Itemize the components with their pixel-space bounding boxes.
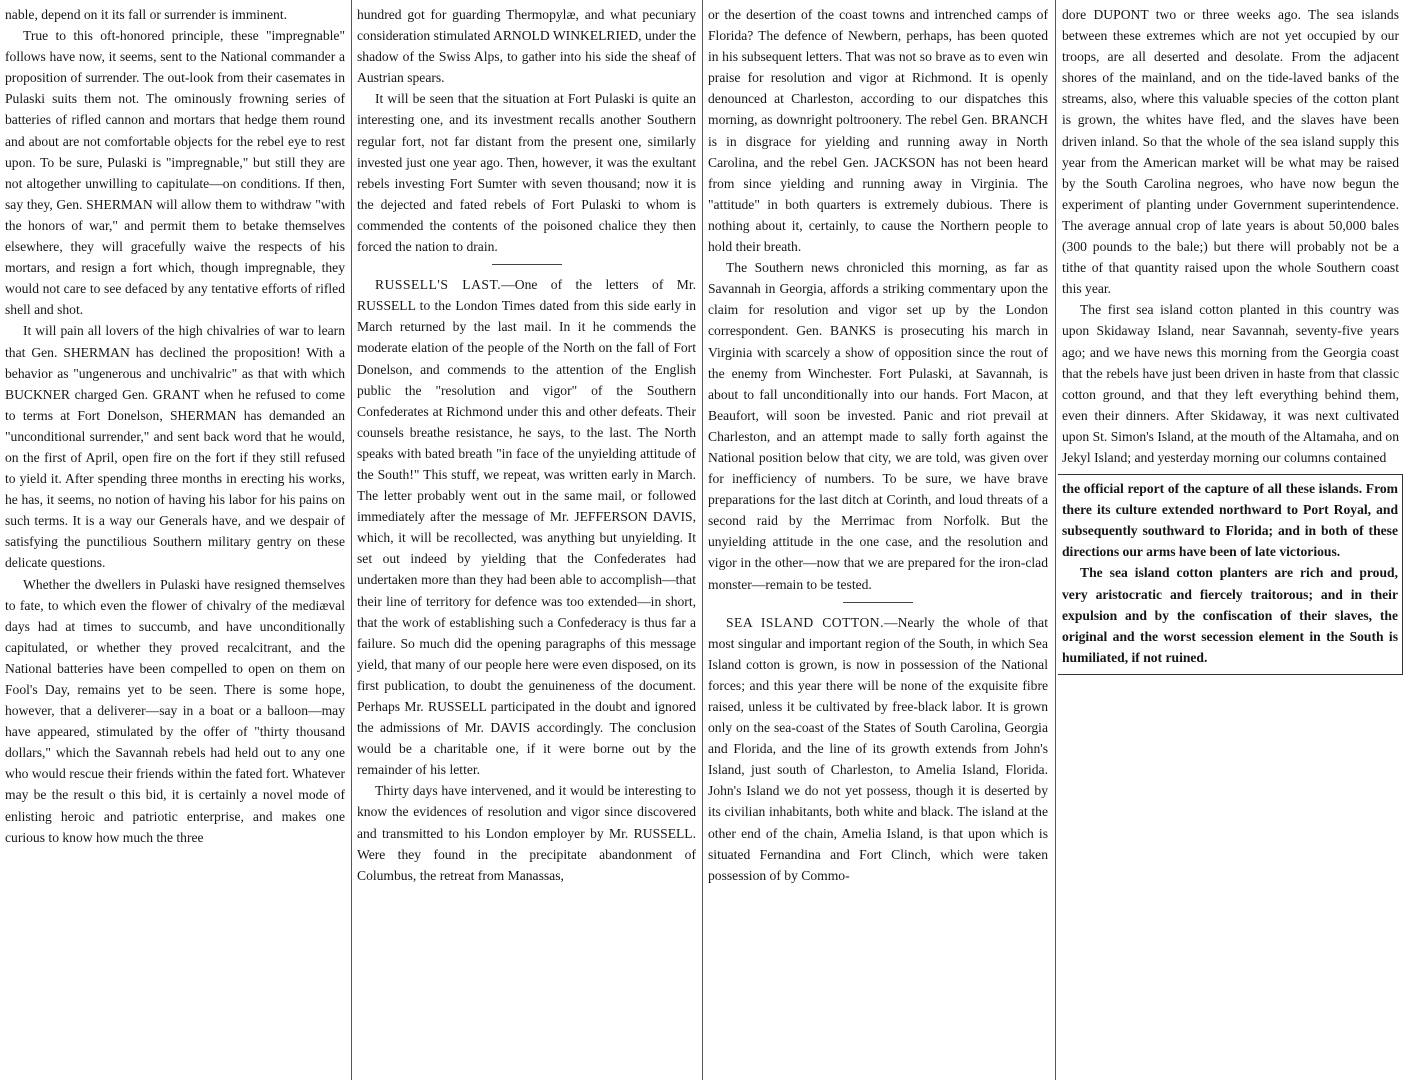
article-heading: RUSSELL'S LAST.	[375, 277, 502, 293]
paragraph: The sea island cotton planters are rich and proud, very aristocratic and fiercely traitorous; and in their expulsion and by the confiscation of their slaves, the original and the worst secession element in the South is humiliated, if not ruined.	[1062, 565, 1398, 665]
paragraph: The first sea island cotton planted in this country was upon Skidaway Island, near Savannah, seventy-five years ago; and we have news this morning from the Georgia coast that the rebels have just been driven in haste from that classic cotton ground, and that they left everything behind them, even their dinners. After Skidaway, it was next cultivated upon St. Simon's Island, at the mouth of the Altamaha, and on Jekyl Island; and yesterday morning our columns contained	[1062, 302, 1399, 465]
article-sea-island-cotton	[708, 612, 1048, 886]
paragraph: nable, depend on it its fall or surrender is imminent.	[5, 7, 288, 22]
column-2	[352, 0, 701, 1080]
article-russells-last	[357, 274, 696, 780]
paragraph: or the desertion of the coast towns and intrenched camps of Florida? The defence of Newbern, perhaps, has been quoted in his subsequent letters. That was not so brave as to even win praise for resolution and vigor at Richmond. It is openly denounced at Charleston, according to our dispatches this morning, as downright poltroonery. The rebel Gen. BRANCH is in disgrace for yielding and running away in North Carolina, and the rebel Gen. JACKSON has not been heard from since yielding and running away in Virginia. The "attitude" in both quarters is extremely dubious. There is nothing about it, certainly, to cause the Northern people to hold their breath.	[708, 7, 1048, 255]
paragraph: the official report of the capture of all these islands. From there its culture extended northward to Port Royal, and subsequently southward to Florida; and in both of these directions our arms have been of late victorious.	[1062, 481, 1398, 560]
paragraph: Thirty days have intervened, and it would be interesting to know the evidences of resolution and vigor since discovered and transmitted to his London employer by Mr. RUSSELL. Were they found in the precipitate abandonment of Columbus, the retreat from Manassas,	[357, 783, 696, 883]
paragraph: True to this oft-honored principle, these "impregnable" follows have now, it seems, sent to the National commander a proposition of surrender. The out-look from their casemates in Pulaski suits them not. The ominously frowning series of batteries of rifled cannon and mortars that hedge them round and about are not comfortable objects for the rebel eye to rest upon. To be sure, Pulaski is "impregnable," but still they are not altogether unwilling to capitulate—on conditions. If then, say they, Gen. SHERMAN will allow them to withdraw "with the honors of war," and permit them to betake themselves elsewhere, they will gracefully waive the respects of his mortars, and resign a fort which, though impregnable, they would not care to see defaced by any tentative efforts of rifled shell and shot.	[5, 28, 345, 318]
column-4	[1057, 0, 1404, 820]
section-divider	[843, 602, 913, 603]
article-heading: SEA ISLAND COTTON.	[726, 614, 884, 630]
paragraph: It will pain all lovers of the high chivalries of war to learn that Gen. SHERMAN has declined the proposition! With a behavior as "ungenerous and unchivalric" as that with which BUCKNER charged Gen. GRANT when he refused to come to terms at Fort Donelson, SHERMAN has demanded an "unconditional surrender," and sent back word that he would, on the first of April, open fire on the fort if they still refused to yield it. After spending three months in erecting his works, he has, it seems, no notion of having his labor for his pains on such terms. It is a way our Generals have, and we despair of satisfying the punctilious Southern military gentry on these delicate questions.	[5, 323, 345, 571]
paragraph: It will be seen that the situation at Fort Pulaski is quite an interesting one, and its investment recalls another Southern regular fort, not far distant from the present one, similarly invested just one year ago. Then, however, it was the exultant rebels investing Fort Sumter with seven thousand; now it is the dejected and fated rebels of Fort Pulaski to whom is commended the contents of the poisoned chalice they then forced the nation to drain.	[357, 91, 696, 255]
paragraph: hundred got for guarding Thermopylæ, and what pecuniary consideration stimulated ARNOLD WINKELRIED, under the shadow of the Swiss Alps, to gather into his side the sheaf of Austrian spears.	[357, 7, 696, 86]
column-rule	[1055, 0, 1056, 1080]
column-1	[0, 0, 350, 1080]
paragraph: Whether the dwellers in Pulaski have resigned themselves to fate, to which even the flower of chivalry of the mediæval days had at times to succumb, and have unconditionally capitulated, or whether they proved recalcitrant, and the National batteries have been compelled to open on them on Fool's Day, remains yet to be seen. There is some hope, however, that a deliverer—say in a boat or a balloon—may have appeared, stimulated by the offer of "thirty thousand dollars," which the Savannah rebels had held out to any one who would rescue their friends within the fated fort. Whatever may be the result o this bid, it is certainly a novel mode of enlisting heroic and patriotic enterprise, and makes one curious to know how much the three	[5, 576, 345, 845]
column-3	[703, 0, 1053, 1080]
article-body: —Nearly the whole of that most singular and important region of the South, in which Sea Island cotton is grown, is now in possession of the National forces; and this year there will be none of the exquisite fibre raised, unless it be cultivated by free-black labor. It is grown only on the sea-coast of the States of South Carolina, Georgia and Florida, and the line of its growth extends from John's Island, just south of Charleston, to Amelia Island, Florida. John's Island we do not yet possess, though it is deserted by its civilian inhabitants, both white and black. The island at the other end of the chain, Amelia Island, is that upon which is situated Fernandina and Fort Clinch, which were taken possession of by Commo-	[708, 614, 1048, 883]
section-divider	[492, 264, 562, 265]
pasted-clipping	[1058, 474, 1403, 675]
article-body: —One of the letters of Mr. RUSSELL to the London Times dated from this side early in March returned by the last mail. In it he commends the moderate elation of the people of the North on the fall of Fort Donelson, and commends to the attention of the English public the "resolution and vigor" of the Southern Confederates at Richmond under this and other defeats. Their counsels breathe resistance, he says, to the last. The North speaks with bated breath "in face of the unyielding attitude of the South!" This stuff, we repeat, was written early in March. The letter probably went out in the same mail, or followed immediately after the message of Mr. JEFFERSON DAVIS, which, it will be recollected, was anything but unyielding. It set out indeed by yielding that the Confederates had undertaken more than they had been able to accomplish—that their line of territory for defence was too extended—in short, that the work of establishing such a Confederacy is thus far a failure. So much did the opening paragraphs of this message yield, that many of our people here were even disposed, on its first publication, to doubt the genuineness of the document. Perhaps Mr. RUSSELL participated in the doubt and ignored the admissions of Mr. DAVIS accordingly. The conclusion would be a charitable one, if it were borne out by the remainder of his letter.	[357, 277, 696, 778]
paragraph: The Southern news chronicled this morning, as far as Savannah in Georgia, affords a striking commentary upon the claim for resolution and vigor set up by the London correspondent. Gen. BANKS is prosecuting his march in Virginia with scarcely a show of opposition since the rout of the enemy from Winchester. Fort Pulaski, at Savannah, is about to fall unconditionally into our hands. Fort Macon, at Beaufort, will soon be invested. Panic and riot prevail at Charleston, and an attempt made to sally forth against the National position below that city, we are told, was given over for inefficiency of numbers. To be sure, we have brave preparations for the last ditch at Corinth, and loud threats of a second raid by the Merrimac from Norfolk. But the unyielding attitude in the one case, and the resolution and vigor in the other—now that we are prepared for the iron-clad monster—remain to be tested.	[708, 260, 1048, 592]
paragraph: dore DUPONT two or three weeks ago. The sea islands between these extremes which are not yet occupied by our troops, are all deserted and desolate. From the adjacent shores of the mainland, and on the tide-laved banks of the streams, also, where this valuable species of the cotton plant is grown, the whites have fled, and the slaves have been driven inland. So that the whole of the sea island supply this year from the American market will be what may be raised by the South Carolina negroes, who have now begun the experiment of planting under Government superintendence. The average annual crop of late years is about 50,000 bales (300 pounds to the bale;) but there will probably not be a tithe of that quantity raised upon the whole Southern coast this year.	[1062, 7, 1399, 297]
